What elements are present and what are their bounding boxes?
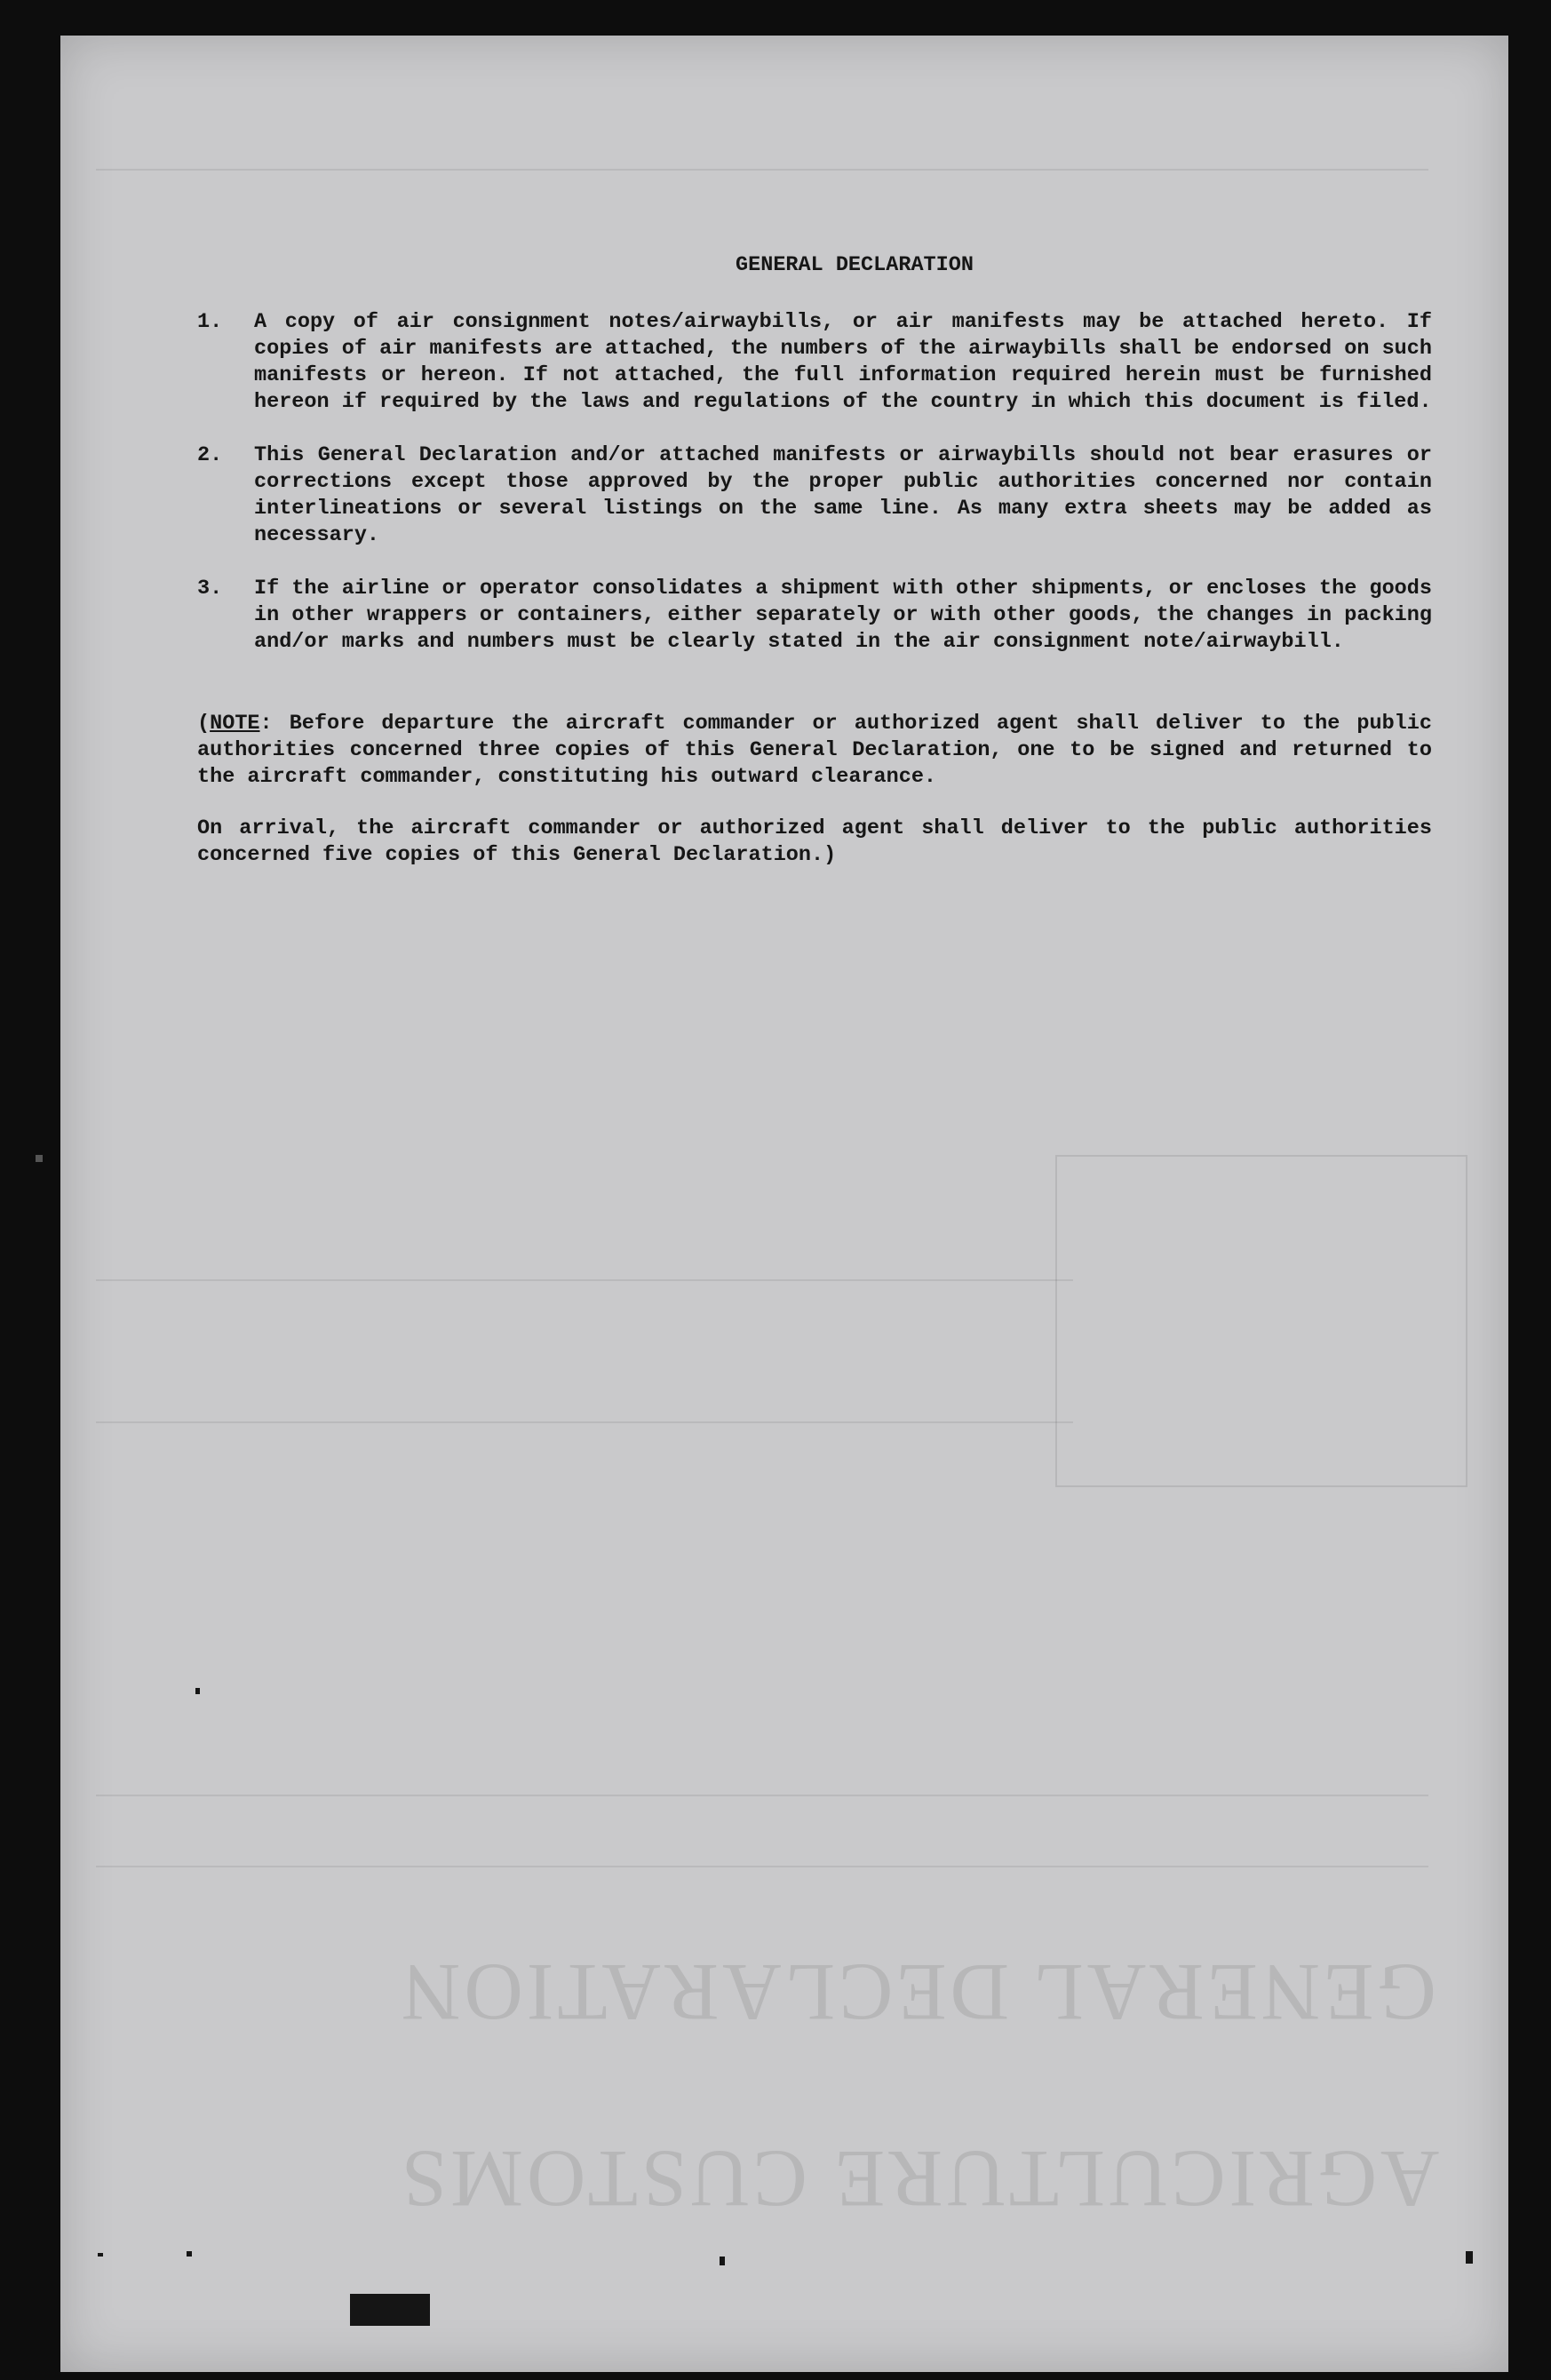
bleed-through-line [96, 1421, 1073, 1423]
bleed-through-line [96, 1795, 1428, 1796]
bleed-through-box [1055, 1155, 1467, 1487]
bleed-through-line [96, 169, 1428, 171]
item-number: 1. [197, 310, 223, 334]
document-page [60, 36, 1508, 2372]
note-colon: : [259, 712, 273, 736]
page-title: GENERAL DECLARATION [736, 253, 974, 277]
bleed-through-heading-2: AGRICULTURE CUSTOMS [398, 2134, 1440, 2225]
scan-mark [350, 2294, 430, 2326]
item-text: This General Declaration and/or attached manifests or airwaybills should not bear erasures or corrections except those approved by the proper public authorities concerned nor contain interlineations or several listings on the same line. As many extra sheets may be added as necessary. [254, 443, 1432, 547]
list-item [197, 309, 1432, 416]
scan-speck [187, 2251, 192, 2257]
arrival-note: On arrival, the aircraft commander or authorized agent shall deliver to the public authorities concerned five copies of this General Declaration.) [197, 816, 1432, 867]
note-open-paren: ( [197, 712, 211, 736]
bleed-through-line [96, 1866, 1428, 1867]
note-text: Before departure the aircraft commander or authorized agent shall deliver to the public authorities concerned three copies of this General Declaration, one to be signed and returned to the aircraft commander, constituting his outward clearance. [197, 712, 1432, 789]
item-text: If the airline or operator consolidates a shipment with other shipments, or encloses the goods in other wrappers or containers, either separately or with other goods, the changes in packing and/or marks and numbers must be clearly stated in the air consignment note/airwaybill. [254, 577, 1432, 654]
declaration-content [197, 252, 1432, 869]
bleed-through-heading: GENERAL DECLARATION [398, 1947, 1436, 2038]
scan-speck [195, 1688, 200, 1694]
note-label: NOTE [210, 712, 260, 736]
scan-speck [98, 2253, 103, 2257]
list-item [197, 576, 1432, 656]
scan-speck [720, 2257, 725, 2265]
list-item [197, 442, 1432, 549]
item-number: 3. [197, 577, 223, 601]
bleed-through-line [96, 1279, 1073, 1281]
scan-speck [36, 1155, 43, 1162]
scan-speck [1466, 2251, 1473, 2264]
item-text: A copy of air consignment notes/airwaybills, or air manifests may be attached hereto. If copies of air manifests are attached, the numbers of the airwaybills shall be endorsed on such manifests or hereon. If not attached, the full information required herein must be furnished hereon if required by the laws and regulations of the country in which this document is filed. [254, 310, 1432, 414]
item-number: 2. [197, 443, 223, 467]
departure-note [197, 711, 1432, 791]
